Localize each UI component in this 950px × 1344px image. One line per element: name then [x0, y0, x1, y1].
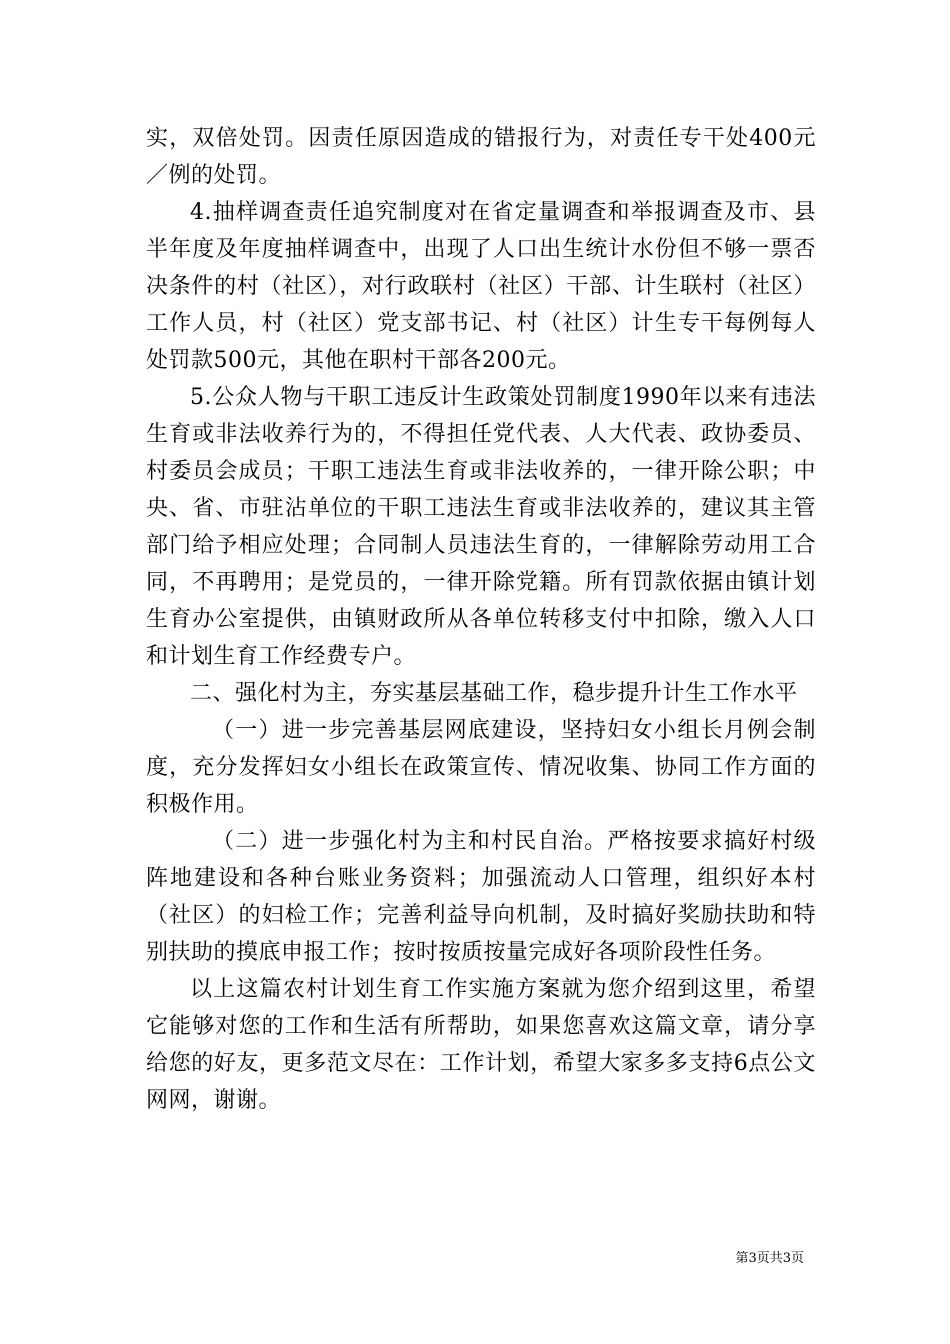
paragraph-closing: 以上这篇农村计划生育工作实施方案就为您介绍到这里，希望它能够对您的工作和生活有所帮助，如果您喜欢这篇文章，请分享给您的好友，更多范文尽在：工作计划，希望大家多多支持6点公文网网，谢谢。: [146, 977, 816, 1113]
paragraph-subsection-one: （一）进一步完善基层网底建设，坚持妇女小组长月例会制度，充分发挥妇女小组长在政策宣传、情况收集、协同工作方面的积极作用。: [146, 718, 816, 817]
page-number: 第3页共3页: [735, 1251, 804, 1266]
section-heading-two: 二、强化村为主，夯实基层基础工作，稳步提升计生工作水平: [190, 681, 798, 706]
paragraph-penalty-continued: 实，双倍处罚。因责任原因造成的错报行为，对责任专干处400元／例的处罚。: [146, 126, 816, 188]
document-body: [146, 120, 816, 1119]
paragraph-sampling-survey: 4.抽样调查责任追究制度对在省定量调查和举报调查及市、县半年度及年度抽样调查中，出现了人口出生统计水份但不够一票否决条件的村（社区），对行政联村（社区）干部、计生联村（社区）工作人员，村（社区）党支部书记、村（社区）计生专干每例每人处罚款500元，其他在职村干部各200元。: [146, 200, 816, 373]
paragraph-public-figures: 5.公众人物与干职工违反计生政策处罚制度1990年以来有违法生育或非法收养行为的，不得担任党代表、人大代表、政协委员、村委员会成员；干职工违法生育或非法收养的，一律开除公职；中央、省、市驻沾单位的干职工违法生育或非法收养的，建议其主管部门给予相应处理；合同制人员违法生育的，一律解除劳动用工合同，不再聘用；是党员的，一律开除党籍。所有罚款依据由镇计划生育办公室提供，由镇财政所从各单位转移支付中扣除，缴入人口和计划生育工作经费专户。: [146, 385, 816, 669]
paragraph-subsection-two: （二）进一步强化村为主和村民自治。严格按要求搞好村级阵地建设和各种台账业务资料；加强流动人口管理，组织好本村（社区）的妇检工作；完善利益导向机制，及时搞好奖励扶助和特别扶助的摸底申报工作；按时按质按量完成好各项阶段性任务。: [146, 829, 816, 965]
